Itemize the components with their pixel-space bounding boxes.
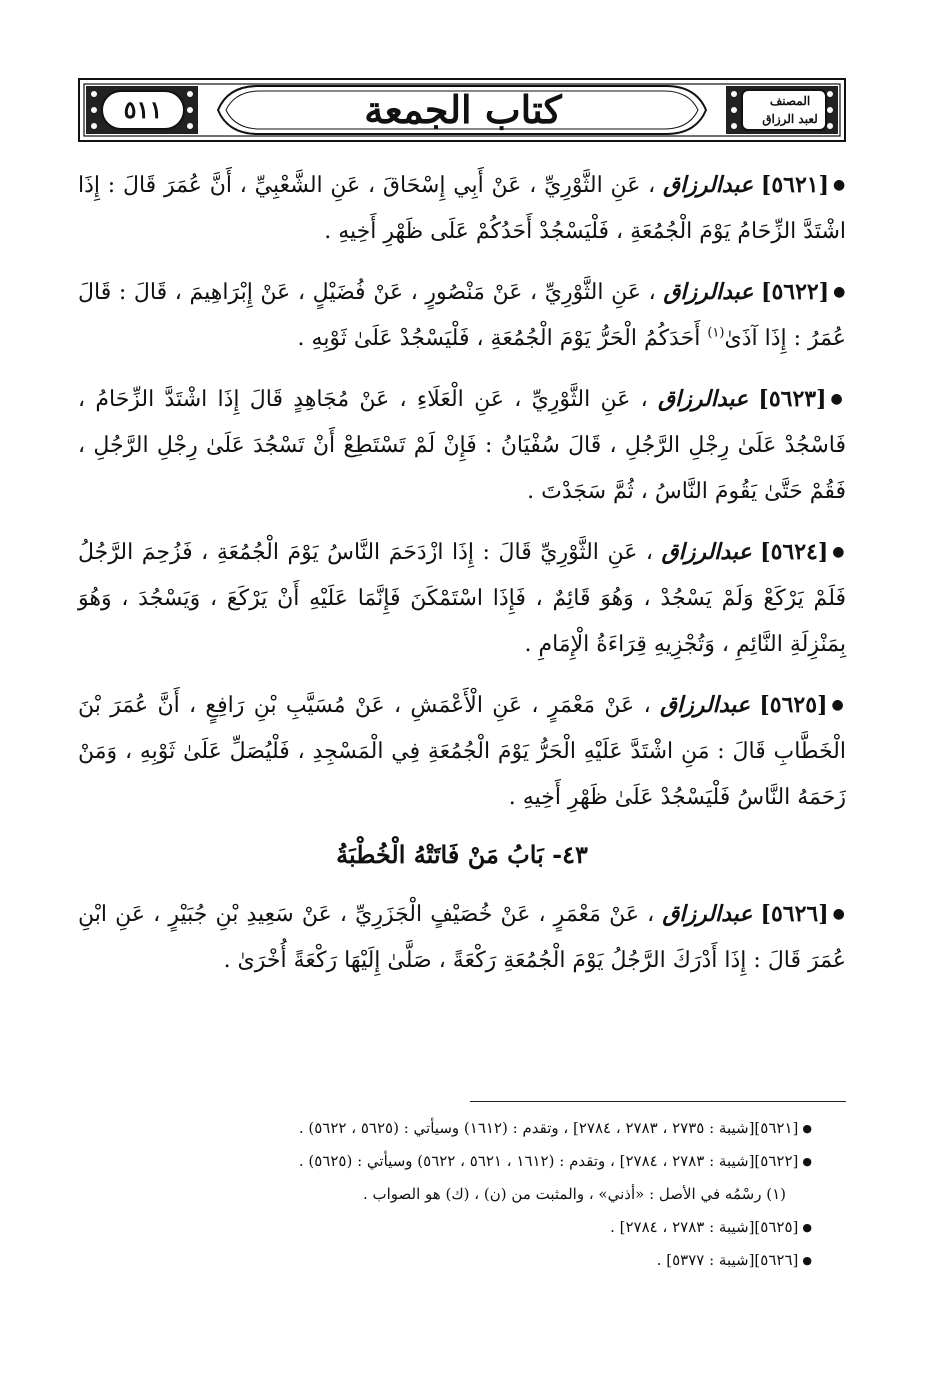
hadith-number: [٥٦٢٢] [761, 279, 830, 305]
hadith-5621 [78, 162, 846, 255]
footnotes [78, 1112, 846, 1277]
bullet-icon: ● [802, 1122, 812, 1135]
hadith-number: [٥٦٢٤] [760, 539, 829, 565]
footnote-text: [٥٦٢١][شيبة : ٢٧٣٥ ، ٢٧٨٣ ، ٢٧٨٤] ، وتقدم : (١٦١٢) وسيأتي : (٥٦٢٥ ، ٥٦٢٢) . [298, 1119, 799, 1137]
bullet-icon: ● [802, 1155, 812, 1168]
narrator-name: عبدالرزاق [661, 539, 752, 565]
bullet-icon: ● [832, 544, 847, 560]
chapter-heading: ٤٣- بَابُ مَنْ فَاتَتْهُ الْخُطْبَةُ [336, 840, 588, 869]
hadith-text-continued: أَحَدَكُمُ الْحَرُّ يَوْمَ الْجُمُعَةِ ، فَلْيَسْجُدْ عَلَىٰ ثَوْبِهِ . [297, 326, 701, 351]
footnote-5625 [78, 1211, 846, 1244]
hadith-5625 [78, 682, 846, 821]
seal-line-2: لعبد الرزاق [762, 112, 818, 126]
narrator-name: عبدالرزاق [662, 901, 753, 927]
hadith-5624 [78, 529, 846, 668]
bullet-icon: ● [802, 1221, 812, 1234]
narrator-name: عبدالرزاق [663, 172, 754, 198]
seal-line-1: المصنف [769, 94, 811, 108]
hadith-number: [٥٦٢٣] [758, 386, 827, 412]
hadith-text: ، عَنِ الثَّوْرِيِّ ، عَنْ أَبِي إِسْحَاقَ ، عَنِ الشَّعْبِيِّ ، أَنَّ عُمَرَ قَالَ : إِذَا اشْتَدَّ الزِّحَامُ يَوْمَ الْجُمُعَةِ ، فَلْيَسْجُدْ أَحَدُكُمْ عَلَى ظَهْرِ أَخِيهِ . [78, 173, 846, 244]
book-seal [746, 86, 834, 134]
bullet-icon: ● [833, 177, 847, 193]
hadith-5626 [78, 891, 846, 984]
footnote-text: [٥٦٢٢][شيبة : ٢٧٨٣ ، ٢٧٨٤] ، وتقدم : (١٦١٢ ، ٥٦٢١ ، ٥٦٢٢) وسيأتي : (٥٦٢٥) . [298, 1152, 799, 1170]
hadith-number: [٥٦٢٦] [760, 901, 829, 927]
bullet-icon: ● [833, 284, 847, 300]
footnote-5626 [78, 1244, 846, 1277]
hadith-text: ، عَنِ الثَّوْرِيِّ قَالَ : إِذَا ازْدَحَمَ النَّاسُ يَوْمَ الْجُمُعَةِ ، فَزُحِمَ الرَّجُلُ فَلَمْ يَرْكَعْ وَلَمْ يَسْجُدْ ، وَهُوَ قَائِمٌ ، فَإِذَا اسْتَمْكَنَ فَإِنَّمَا عَلَيْهِ أَنْ يَرْكَعَ ، وَيَسْجُدَ ، وَهُوَ بِمَنْزِلَةِ النَّائِمِ ، وَتُجْزِيهِ قِرَاءَةُ الْإِمَامِ . [78, 540, 846, 657]
hadith-text: ، عَنْ مَعْمَرٍ ، عَنِ الْأَعْمَشِ ، عَنْ مُسَيَّبِ بْنِ رَافِعٍ ، أَنَّ عُمَرَ بْنَ الْخَطَّابِ قَالَ : مَنِ اشْتَدَّ عَلَيْهِ الْحَرُّ يَوْمَ الْجُمُعَةِ فِي الْمَسْجِدِ ، فَلْيُصَلِّ عَلَىٰ ثَوْبِهِ ، وَمَنْ زَحَمَهُ النَّاسُ فَلْيَسْجُدْ عَلَىٰ ظَهْرِ أَخِيهِ . [78, 693, 846, 810]
hadith-text: ، عَنْ مَعْمَرٍ ، عَنْ خُصَيْفٍ الْجَزَرِيِّ ، عَنْ سَعِيدِ بْنِ جُبَيْرٍ ، عَنِ ابْنِ عُمَرَ قَالَ : إِذَا أَدْرَكَ الرَّجُلُ يَوْمَ الْجُمُعَةِ رَكْعَةً ، صَلَّىٰ إِلَيْهَا رَكْعَةً أُخْرَىٰ . [78, 902, 846, 973]
main-text [78, 162, 846, 998]
page-header [78, 78, 846, 142]
bullet-icon: ● [831, 697, 847, 713]
footnote-1 [78, 1178, 846, 1211]
hadith-text: ، عَنِ الثَّوْرِيِّ ، عَنْ مَنْصُورٍ ، عَنْ فُضَيْلٍ ، عَنْ إِبْرَاهِيمَ ، قَالَ : قَالَ عُمَرُ : إِذَا آذَىٰ [78, 280, 846, 351]
bullet-icon: ● [802, 1254, 812, 1267]
footnote-5622 [78, 1145, 846, 1178]
footnote-text: [٥٦٢٦][شيبة : ٥٣٧٧] . [656, 1251, 799, 1269]
hadith-number: [٥٦٢٥] [759, 692, 828, 718]
narrator-name: عبدالرزاق [659, 692, 751, 718]
footnote-text: [٥٦٢٥][شيبة : ٢٧٨٣ ، ٢٧٨٤] . [610, 1218, 799, 1236]
hadith-5623 [78, 376, 846, 515]
page-number: ٥١١ [123, 95, 163, 124]
narrator-name: عبدالرزاق [658, 386, 749, 412]
narrator-name: عبدالرزاق [663, 279, 754, 305]
hadith-5622 [78, 269, 846, 362]
footnote-separator [470, 1101, 846, 1102]
bullet-icon: ● [832, 906, 847, 922]
chapter-title: كتاب الجمعة [364, 87, 562, 132]
bullet-icon: ● [830, 391, 847, 407]
hadith-text: ، عَنِ الثَّوْرِيِّ ، عَنِ الْعَلَاءِ ، عَنْ مُجَاهِدٍ قَالَ إِذَا اشْتَدَّ الزِّحَامُ ، فَاسْجُدْ عَلَىٰ رِجْلِ الرَّجُلِ ، قَالَ سُفْيَانُ : فَإِنْ لَمْ تَسْتَطِعْ أَنْ تَسْجُدَ عَلَىٰ رِجْلِ الرَّجُلِ ، فَقُمْ حَتَّىٰ يَقُومَ النَّاسُ ، ثُمَّ سَجَدْتَ . [78, 387, 846, 504]
footnote-text: (١) رسْمُه في الأصل : «أذني» ، والمثبت من (ن) ، (ك) هو الصواب . [362, 1185, 786, 1203]
hadith-number: [٥٦٢١] [760, 172, 830, 198]
footnote-reference[interactable]: (١) [707, 325, 725, 341]
footnote-5621 [78, 1112, 846, 1145]
